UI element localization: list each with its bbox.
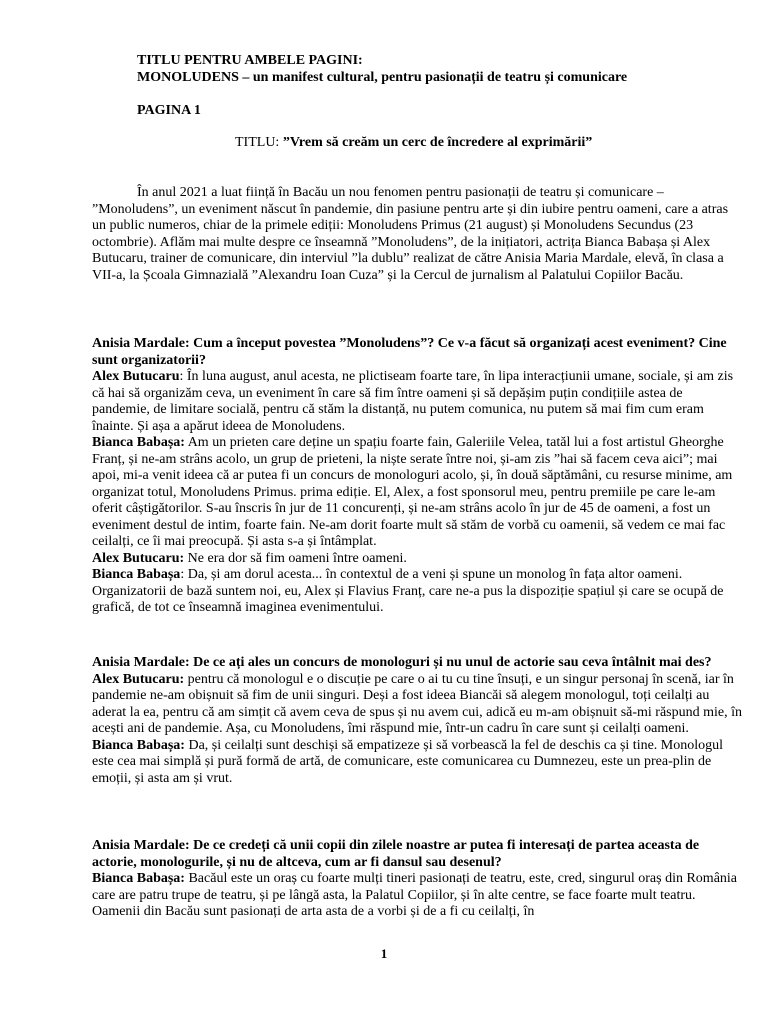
answer — [92, 369, 742, 435]
document-header — [137, 52, 627, 86]
speaker-name: Alex Butucaru: — [92, 671, 185, 687]
answer-text: : Da, și am dorul acesta... în contextul de a veni și spune un monolog în fața altor oameni. Organizatorii de bază suntem noi, eu, Alex și Flavius Franț, care ne-a pus la dispoziție spațiul și care se ocupă de grafică, de tot ce înseamnă imaginea evenimentului. — [92, 567, 724, 615]
speaker-name: Bianca Babașa: — [92, 435, 185, 450]
question: Anisia Mardale: Cum a început povestea ”Monoludens”? Ce v-a făcut să organizați acest eveniment? Cine sunt organizatorii? — [92, 336, 727, 368]
title-prefix: TITLU: — [235, 135, 283, 150]
answer-text: : În luna august, anul acesta, ne plictiseam foarte tare, în lipa interacțiunii umane, sociale, și am zis că hai să organizăm ceva, un eveniment în care să fim între oameni și să depășim puțin condițiile astea de pandemie, de limitare socială, pentru că stăm la distanță, nu putem comunica, nu putem să mai fim cum eram înainte. Și așa a apărut ideea de Monoludens. — [92, 369, 734, 434]
answer — [92, 738, 742, 788]
speaker-name: Bianca Babașa — [92, 567, 181, 582]
page-number: 1 — [380, 946, 388, 961]
header-line-2: MONOLUDENS – un manifest cultural, pentru pasionații de teatru și comunicare — [137, 70, 628, 85]
speaker-name: Bianca Babașa: — [92, 737, 185, 753]
interview-section-3 — [92, 838, 742, 921]
intro-paragraph: În anul 2021 a luat ființă în Bacău un nou fenomen pentru pasionații de teatru și comunicare – ”Monoludens”, un eveniment născut în pandemie, din pasiune pentru arte și din iubire pentru oameni, care a atras un public numeros, chiar de la primele ediții: Monoludens Primus (21 august) și Monoludens Secundus (23 octombrie). Aflăm mai multe despre ce înseamnă ”Monoludens”, de la inițiatori, actrița Bianca Babașa și Alex Butucaru, trainer de comunicare, din interviul ”la dublu” realizat de către Anisia Maria Mardale, elevă, în clasa a VII-a, la Școala Gimnazială ”Alexandru Ioan Cuza” și la Cercul de jurnalism al Palatului Copiilor Bacău. — [92, 185, 729, 283]
speaker-name: Alex Butucaru: — [92, 550, 185, 566]
interview-section-2 — [92, 655, 742, 787]
interview-section-1 — [92, 336, 742, 617]
speaker-name: Bianca Babașa: — [92, 871, 185, 886]
answer — [92, 551, 742, 568]
answer — [92, 672, 742, 738]
header-line-1: TITLU PENTRU AMBELE PAGINI: — [137, 53, 363, 68]
answer-text: Da, și ceilalți sunt deschiși să empatizeze și să vorbească la fel de deschis ca și tine. Monologul este cea mai simplă și pură formă de artă, de comunicare, este comunicarea cu Dumnezeu, este un prea-plin de emoții, și asta am și vrut. — [92, 737, 724, 786]
page-label: PAGINA 1 — [137, 103, 201, 118]
answer-text: Am un prieten care deține un spațiu foarte fain, Galeriile Velea, tatăl lui a fost artistul Gheorghe Franț, și ne-am strâns acolo, un grup de prieteni, la niște serate între noi, și-am zis ”hai să facem ceva aici”; mai apoi, mi-a venit ideea că ar putea fi un concurs de monologuri acolo, și, în două săptămâni, cu resurse minime, am organizat totul, Monoludens Primus. prima ediție. El, Alex, a fost sponsorul meu, pentru premiile pe care le-am oferit câștigătorilor. S-au înscris în jur de 11 concurenți, și ne-am strâns acolo în jur de 45 de oameni, a fost un eveniment destul de intim, foarte fain. Ne-am dorit foarte mult să stăm de vorbă cu oamenii, să vedem ce mai fac ceilalți, ce îi mai preocupă. Și asta s-a și întâmplat. — [92, 435, 733, 549]
answer — [92, 435, 742, 551]
answer — [92, 871, 742, 921]
speaker-name: Alex Butucaru — [92, 369, 180, 384]
article-title — [235, 135, 592, 152]
answer-text: Ne era dor să fim oameni între oameni. — [184, 550, 407, 566]
answer-text: Bacăul este un oraș cu foarte mulți tineri pasionați de teatru, este, cred, singurul oraș din România care are patru trupe de teatru, și pe lângă asta, la Palatul Copiilor, și în alte centre, se face foarte mult teatru. Oamenii din Bacău sunt pasionați de arta asta de a vorbi și de a fi cu ceilalți, în — [92, 871, 738, 919]
title-text: ”Vrem să creăm un cerc de încredere al exprimării” — [282, 135, 593, 150]
question: Anisia Mardale: De ce ați ales un concurs de monologuri și nu unul de actorie sau ceva întâlnit mai des? — [92, 655, 712, 670]
answer-text: pentru că monologul e o discuție pe care o ai tu cu tine însuți, e un singur personaj în scenă, iar în pandemie ne-am obișnuit să fim de unii singuri. Deși a fost ideea Biancăi să alegem monologul, toți ceilalți au aderat la ea, pentru că am simțit că avem ceva de spus și nu avem cui, adică eu m-am obișnuit să-mi răspund mie, în acești ani de pandemie. Așa, cu Monoludens, îmi răspund mie, într-un cadru în care sunt și ceilalți oameni. — [92, 671, 743, 736]
answer — [92, 567, 742, 617]
question: Anisia Mardale: De ce credeți că unii copii din zilele noastre ar putea fi interesați de partea aceasta de actorie, monologurile, și nu de altceva, cum ar fi dansul sau desenul? — [92, 838, 700, 870]
